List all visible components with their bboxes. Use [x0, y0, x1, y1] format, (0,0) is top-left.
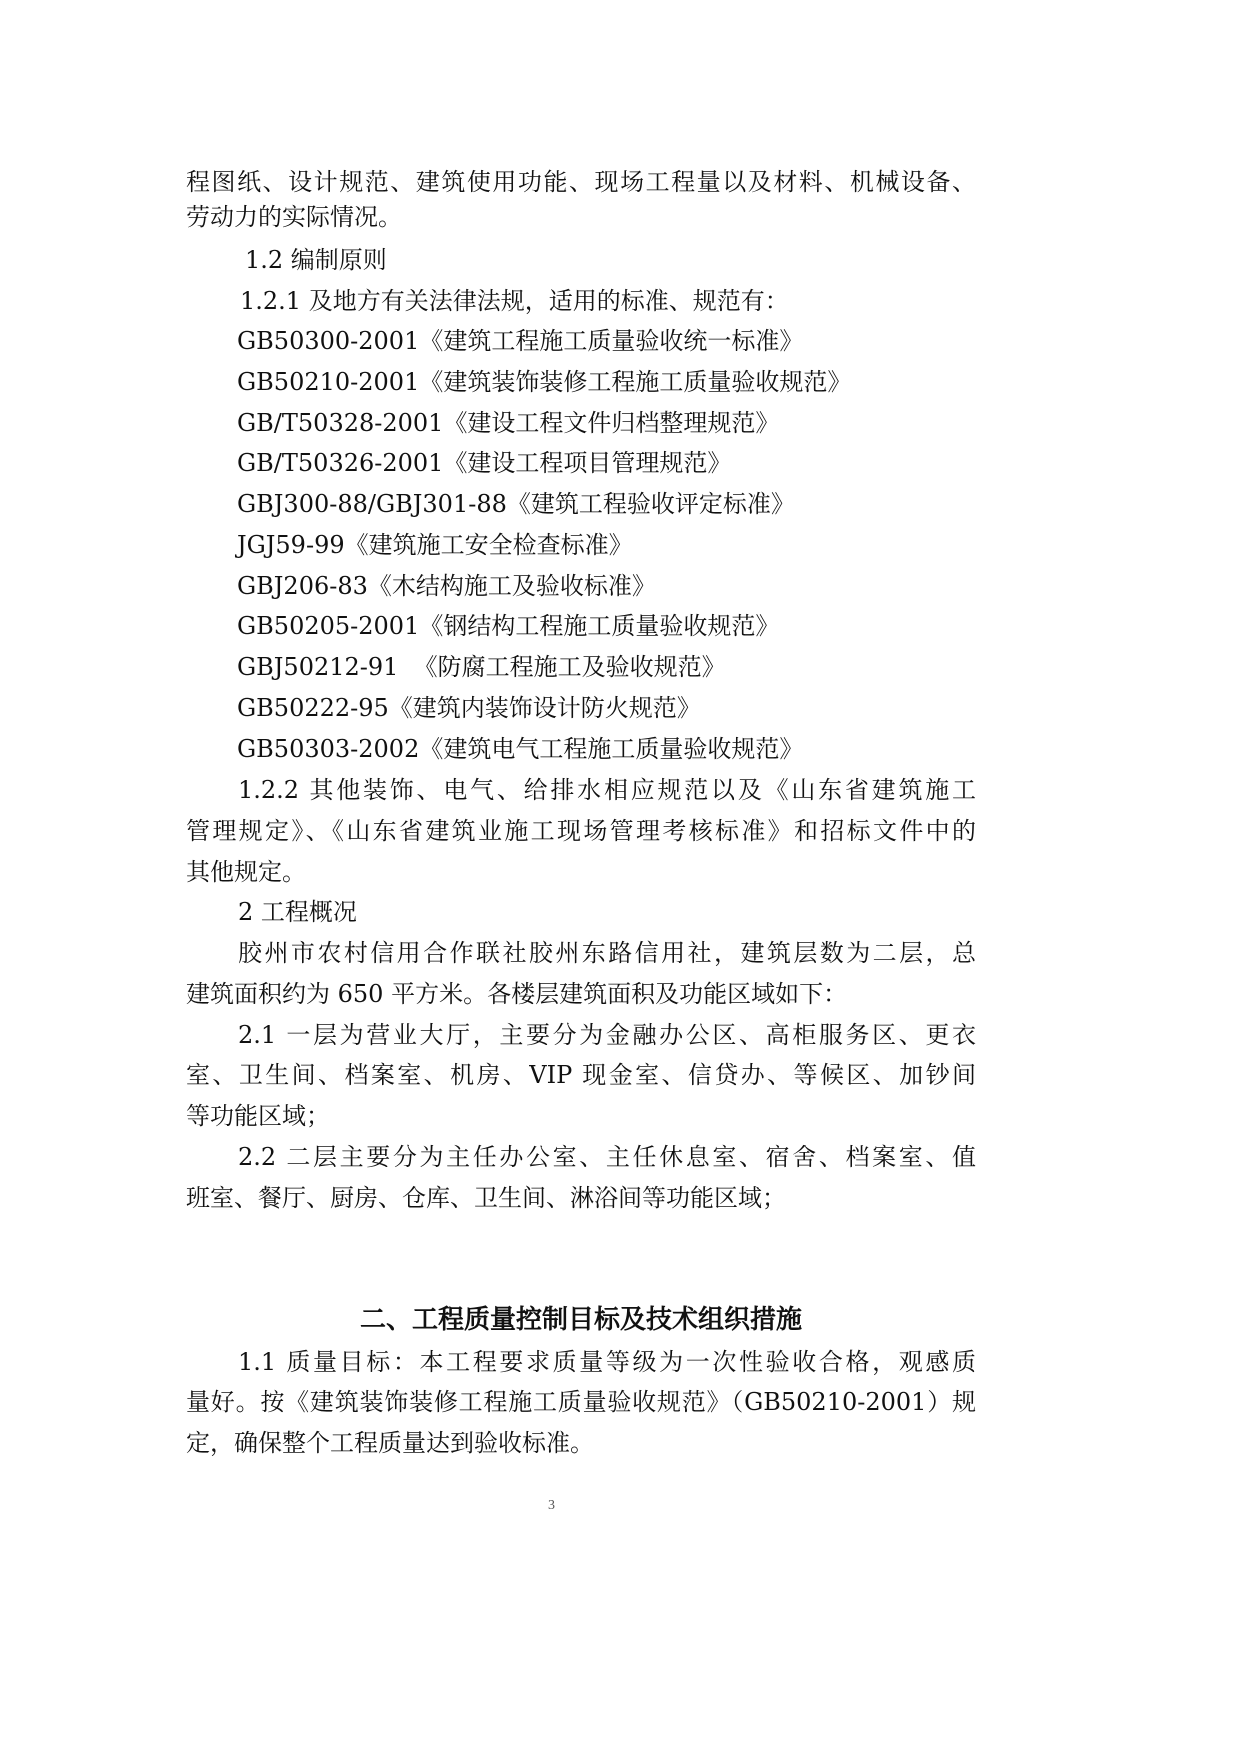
body-line: 定，确保整个工程质量达到验收标准。 — [186, 1429, 594, 1457]
standard-item: GBJ206-83《木结构施工及验收标准》 — [237, 572, 656, 600]
section-heading: 2 工程概况 — [238, 898, 357, 926]
body-line: 其他规定。 — [186, 858, 306, 886]
standard-item: GB50205-2001《钢结构工程施工质量验收规范》 — [237, 612, 780, 640]
standard-item: GB50300-2001《建筑工程施工质量验收统一标准》 — [237, 327, 804, 355]
standard-item: GB/T50326-2001《建设工程项目管理规范》 — [237, 449, 732, 477]
body-line: 1.2.2 其他装饰、电气、给排水相应规范以及《山东省建筑施工 — [238, 776, 976, 804]
body-line: 程图纸、设计规范、建筑使用功能、现场工程量以及材料、机械设备、 — [186, 168, 976, 196]
body-line: 班室、餐厅、厨房、仓库、卫生间、淋浴间等功能区域； — [186, 1184, 786, 1212]
body-line: 1.2.1 及地方有关法律法规，适用的标准、规范有： — [240, 287, 789, 315]
body-line: 1.1 质量目标：本工程要求质量等级为一次性验收合格，观感质 — [238, 1348, 976, 1376]
body-line: 量好。按《建筑装饰装修工程施工质量验收规范》（GB50210-2001）规 — [186, 1388, 976, 1416]
body-line: 建筑面积约为 650 平方米。各楼层建筑面积及功能区域如下： — [186, 980, 848, 1008]
body-line: 室、卫生间、档案室、机房、VIP 现金室、信贷办、等候区、加钞间 — [186, 1061, 976, 1089]
page-number: 3 — [548, 1498, 555, 1513]
chapter-title: 二、工程质量控制目标及技术组织措施 — [359, 1305, 802, 1335]
body-line: 胶州市农村信用合作联社胶州东路信用社，建筑层数为二层，总 — [238, 939, 976, 967]
standard-item: GB50210-2001《建筑装饰装修工程施工质量验收规范》 — [237, 368, 852, 396]
body-line: 劳动力的实际情况。 — [186, 203, 402, 231]
standard-item: GBJ300-88/GBJ301-88《建筑工程验收评定标准》 — [237, 490, 795, 518]
standard-item: GB/T50328-2001《建设工程文件归档整理规范》 — [237, 409, 780, 437]
standard-item: GB50303-2002《建筑电气工程施工质量验收规范》 — [237, 735, 804, 763]
body-line: 2.2 二层主要分为主任办公室、主任休息室、宿舍、档案室、值 — [238, 1143, 976, 1171]
standard-item: GBJ50212-91 《防腐工程施工及验收规范》 — [237, 653, 726, 681]
section-heading: 1.2 编制原则 — [245, 246, 387, 274]
standard-item: JGJ59-99《建筑施工安全检查标准》 — [237, 531, 633, 559]
body-line: 2.1 一层为营业大厅，主要分为金融办公区、高柜服务区、更衣 — [238, 1021, 976, 1049]
body-line: 等功能区域； — [186, 1102, 330, 1130]
standard-item: GB50222-95《建筑内装饰设计防火规范》 — [237, 694, 701, 722]
body-line: 管理规定》、《山东省建筑业施工现场管理考核标准》和招标文件中的 — [186, 817, 976, 845]
